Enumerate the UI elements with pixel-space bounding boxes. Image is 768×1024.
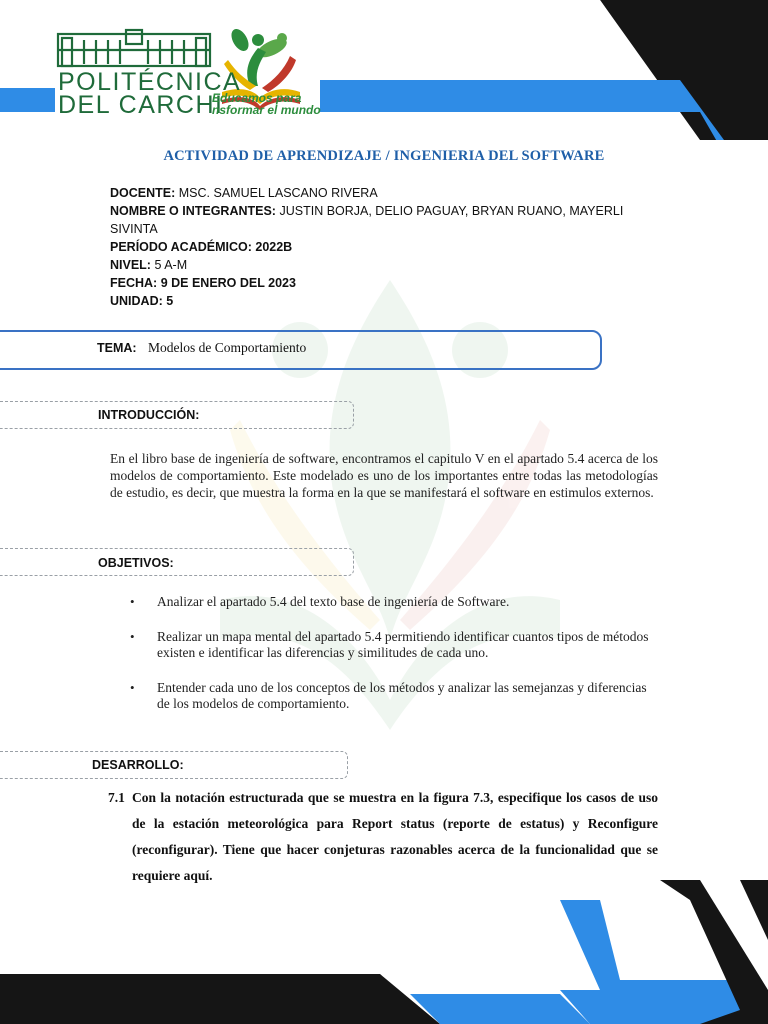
footer-graphics (0, 880, 768, 1024)
docente-label: DOCENTE: (110, 186, 176, 200)
bullet-icon: • (130, 679, 135, 695)
objetivos-label: OBJETIVOS: (98, 556, 174, 570)
document-title: ACTIVIDAD DE APRENDIZAJE / INGENIERIA DEL SOFTWARE (163, 148, 605, 164)
periodo-row: PERÍODO ACADÉMICO: 2022B (110, 240, 293, 254)
question-text: Con la notación estructurada que se muestra en la figura 7.3, especifique los casos de uso de la estación meteorológica para Report status (reporte de estatus) y Reconfigure (reconfigurar). Tiene que hacer conjeturas razonables acerca de la funcionalidad que se requiere aquí. (132, 790, 658, 883)
footer-blue-corner (410, 994, 590, 1024)
slogan-line1: Educamos para (212, 91, 302, 105)
introduccion-label: INTRODUCCIÓN: (98, 408, 200, 422)
list-item (130, 680, 660, 713)
bullet-icon: • (130, 628, 135, 644)
objetivo-text-2: Realizar un mapa mental del apartado 5.4 permitiendo identificar cuantos tipos de métodos existen e identificar las diferencias y similitudes de cada uno. (157, 628, 649, 660)
list-item (130, 629, 660, 662)
footer-black-bar (0, 974, 440, 1024)
integrantes-label: NOMBRE O INTEGRANTES: (110, 204, 276, 218)
fecha-row: FECHA: 9 DE ENERO DEL 2023 (110, 276, 296, 290)
integrantes-value: JUSTIN BORJA, DELIO PAGUAY, BRYAN RUANO, MAYERLI SIVINTA (110, 204, 624, 236)
docente-value: MSC. SAMUEL LASCANO RIVERA (178, 186, 378, 200)
desarrollo-label: DESARROLLO: (92, 758, 184, 772)
objetivo-text-1: Analizar el apartado 5.4 del texto base de ingeniería de Software. (157, 594, 510, 609)
unidad-row: UNIDAD: 5 (110, 294, 174, 308)
objetivo-text-3: Entender cada uno de los conceptos de los métodos y analizar las semejanzas y diferencias de los modelos de comportamiento. (157, 679, 647, 711)
nivel-row (110, 256, 650, 274)
tema-value: Modelos de Comportamiento (148, 340, 307, 355)
building-icon (58, 30, 210, 66)
bullet-icon: • (130, 594, 135, 609)
nivel-label: NIVEL: (110, 258, 151, 272)
slogan-line2: nsformar el mundo (212, 103, 321, 117)
meta-info (110, 184, 650, 310)
integrantes-row (110, 202, 650, 238)
tema-label: TEMA: (97, 341, 137, 355)
logo-line2: DEL CARCHI (58, 91, 224, 119)
objetivos-box (0, 548, 354, 576)
list-item (130, 594, 660, 611)
nivel-value: 5 A-M (154, 258, 188, 272)
desarrollo-question (108, 785, 658, 889)
introduccion-text: En el libro base de ingeniería de software, encontramos el capitulo V en el apartado 5.4 acerca de los modelos de comportamiento. Este modelado es uno de los importantes entre todas las metodologías de estudio, es decir, que muestra la forma en la que se manifestará el software en estimulos externos. (110, 451, 658, 500)
question-number: 7.1 (108, 790, 125, 805)
docente-row (110, 184, 650, 202)
objetivos-list (130, 594, 660, 731)
header-blue-bar-left (0, 88, 55, 112)
logo-line1: POLITÉCNICA (58, 68, 242, 96)
